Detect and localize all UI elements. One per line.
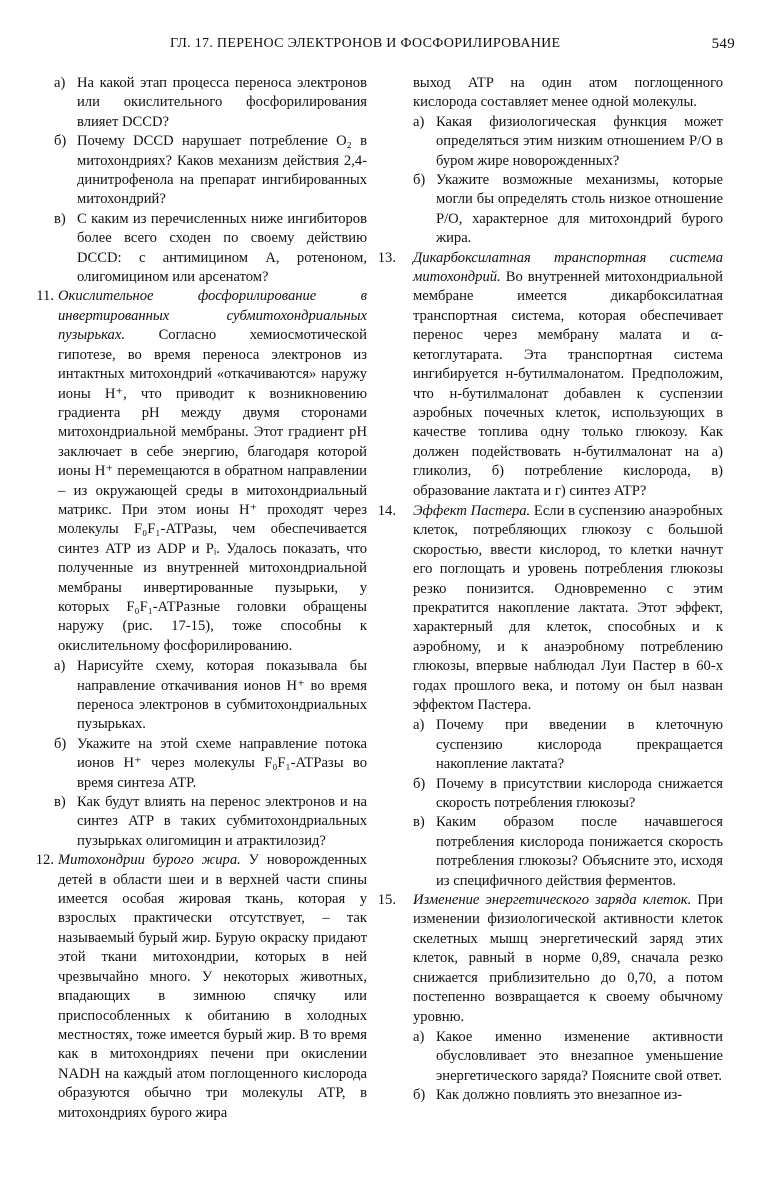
question-number: 13. — [377, 249, 396, 266]
question-14 — [377, 502, 723, 715]
q14-part-b-text: Почему в присутствии кислорода снижается скорость потребления глюкозы? — [436, 775, 723, 812]
question-13-text: Во внутренней митохондриальной мембране имеется дикарбоксилатная транспортная система, которая обеспечивает перенос через мембрану малата и α-кетоглутарата. Эта транспортная система ингибируется н-бутилмалонатом. Предположим, что н-бутилмалонат добавлен к суспензии аэробных почечных клеток, использующих в качестве топлива одну только глюкозу. Как должен подействовать н-бутилмалонат на а) гликолиз, б) потребление кислорода, в) образование лактата и г) синтез ATP? — [413, 269, 723, 499]
chapter-title: ГЛ. 17. ПЕРЕНОС ЭЛЕКТРОНОВ И ФОСФОРИЛИРОВАНИЕ — [170, 36, 561, 51]
q10-part-a — [22, 74, 367, 132]
question-12-text: У новорожденных детей в области шеи и в верхней части спины имеется особая жировая ткань, которая у взрослых практически отсутствует, – так называемый бурый жир. Бурую окраску придают этой ткани митохондрии, которых в ней чрезвычайно много. У некоторых животных, впадающих в зимнюю спячку или приспособленных к обитанию в холодных местностях, тоже имеется бурый жир. В то время как в митохондриях печени при окислении NADH на каждый атом поглощенного кислорода образуются обычно три молекулы ATP, в митохондриях бурого жира — [58, 852, 367, 1121]
q15-part-a-text: Какое именно изменение активности обусловливает это внезапное уменьшение энергетического заряда? Поясните свой ответ. — [436, 1028, 723, 1084]
question-number: 12. — [35, 852, 54, 869]
question-14-text: Если в суспензию анаэробных клеток, потребляющих глюкозу с большой скоростью, ввести кислород, то клетки начнут его поглощать и уровень потребления глюкозы резко понизится. Одновременно с этим прекратится накопление лактата. Этот эффект, характерный для клеток, способных и к аэробному, и к анаэробному потреблению глюкозы, впервые наблюдал Луи Пастер в 60-х годах прошлого века, и потому он был назван эффектом Пастера. — [413, 502, 723, 713]
question-11-body — [58, 287, 367, 656]
q11-part-a — [22, 657, 367, 735]
question-15-title: Изменение энергетического заряда клеток. — [413, 892, 692, 909]
question-13-body — [413, 249, 723, 501]
question-13-title: Дикарбоксилатная транспортная система митохондрий. — [413, 249, 723, 286]
question-11-text: Согласно хемиосмотической гипотезе, во время переноса электронов из интактных митохондрий «откачиваются» наружу ионы H⁺, что приводит к возникновению градиента pH между двумя сторонами митохондриальной мембраны. Этот градиент pH заключает в себе энергию, благодаря которой ионы H⁺ перемещаются в обратном направлении – из окружающей среды в митохондриальный матрикс. При этом ионы H⁺ проходят через молекулы F₀F₁-ATPазы, чем обеспечивается синтез ATP из ADP и Pᵢ. Удалось показать, что полученные из внутренней митохондриальной мембраны инвертированные пузырьки, у которых F₀F₁-ATPазные головки обращены наружу (рис. 17-15), тоже способны к окислительному фосфорилированию. — [58, 327, 367, 654]
question-12 — [22, 851, 367, 1123]
question-15 — [377, 891, 723, 1027]
page-number: 549 — [711, 36, 735, 52]
question-number: 14. — [377, 502, 396, 519]
q10-part-b — [22, 132, 367, 210]
q15-part-b — [388, 1086, 723, 1105]
q11-part-a-text: Нарисуйте схему, которая показывала бы направление откачивания ионов H⁺ во время переноса электронов в субмитохондриальных пузырьках. — [77, 658, 367, 733]
q15-part-a — [388, 1028, 723, 1086]
q11-part-c-text: Как будут влиять на перенос электронов и на синтез ATP в таких субмитохондриальных пузырьках олигомицин и атрактилозид? — [77, 794, 367, 849]
question-12-continuation: выход ATP на один атом поглощенного кислорода составляет менее одной молекулы. — [413, 75, 723, 111]
subitem-marker: б) — [413, 1087, 426, 1104]
q10-part-c-text: С каким из перечисленных ниже ингибиторов более всего сходен по своему действию DCCD: с антимицином А, ротеноном, олигомицином или арсенатом? — [77, 210, 367, 286]
right-column — [377, 74, 723, 1106]
question-15-body — [413, 891, 723, 1027]
question-12-title: Митохондрии бурого жира. — [58, 852, 241, 869]
subitem-marker: а) — [413, 717, 425, 734]
left-column — [22, 74, 367, 1124]
subitem-marker: б) — [413, 775, 426, 792]
q12-part-a-text: Какая физиологическая функция может определяться этим низким отношением P/O в буром жире новорожденных? — [436, 113, 723, 169]
question-number: 15. — [377, 892, 396, 909]
question-number: 11. — [36, 288, 54, 305]
question-14-title: Эффект Пастера. — [413, 502, 531, 519]
q10-part-c — [22, 210, 367, 288]
q14-part-b — [388, 775, 723, 814]
subitem-marker: а) — [413, 113, 425, 130]
question-13 — [377, 249, 723, 501]
q12-part-b — [388, 171, 723, 249]
q14-part-c-text: Каким образом после начавшегося потребления кислорода понижается скорость потребления глюкозы? Объясните это, исходя из специфичного действия ферментов. — [436, 814, 723, 889]
running-header — [170, 36, 735, 58]
q11-part-b-text: Укажите на этой схеме направление потока ионов H⁺ через молекулы F₀F₁-ATPазы во время синтеза ATP. — [77, 735, 367, 791]
subitem-marker: в) — [54, 210, 66, 227]
question-15-text: При изменении физиологической активности клеток скелетных мышц энергетический заряд этих клеток, равный в норме 0,89, сначала резко снижается приблизительно до 0,70, а потом постепенно возвращается к своему обычному уровню. — [413, 892, 723, 1025]
subitem-marker: б) — [413, 172, 426, 189]
q12-part-b-text: Укажите возможные механизмы, которые могли бы определять столь низкое отношение P/O, характерное для митохондрий бурого жира. — [436, 172, 723, 247]
q14-part-a-text: Почему при введении в клеточную суспензию кислорода прекращается накопление лактата? — [436, 717, 723, 773]
subitem-marker: а) — [54, 75, 66, 91]
subitem-marker: а) — [54, 658, 66, 675]
q11-part-b — [22, 735, 367, 793]
q10-part-b-text: Почему DCCD нарушает потребление O₂ в митохондриях? Каков механизм действия 2,4-динитрофенола на препарат ингибированных митохондрий? — [77, 133, 367, 208]
q14-part-a — [388, 716, 723, 774]
q11-part-c — [22, 793, 367, 851]
subitem-marker: а) — [413, 1028, 425, 1045]
question-11-title: Окислительное фосфорилирование в инвертированных субмитохондриальных пузырьках. — [58, 288, 367, 344]
subitem-marker: в) — [54, 794, 66, 811]
question-14-body — [413, 502, 723, 715]
q14-part-c — [388, 813, 723, 891]
q15-part-b-text: Как должно повлиять это внезапное из- — [436, 1087, 683, 1104]
q10-part-a-text: На какой этап процесса переноса электронов или окислительного фосфорилирования влияет DCCD? — [77, 75, 367, 130]
q12-part-a — [388, 113, 723, 171]
subitem-marker: в) — [413, 814, 425, 831]
subitem-marker: б) — [54, 735, 67, 752]
question-11 — [22, 287, 367, 656]
subitem-marker: б) — [54, 133, 67, 150]
question-12-body — [58, 851, 367, 1123]
